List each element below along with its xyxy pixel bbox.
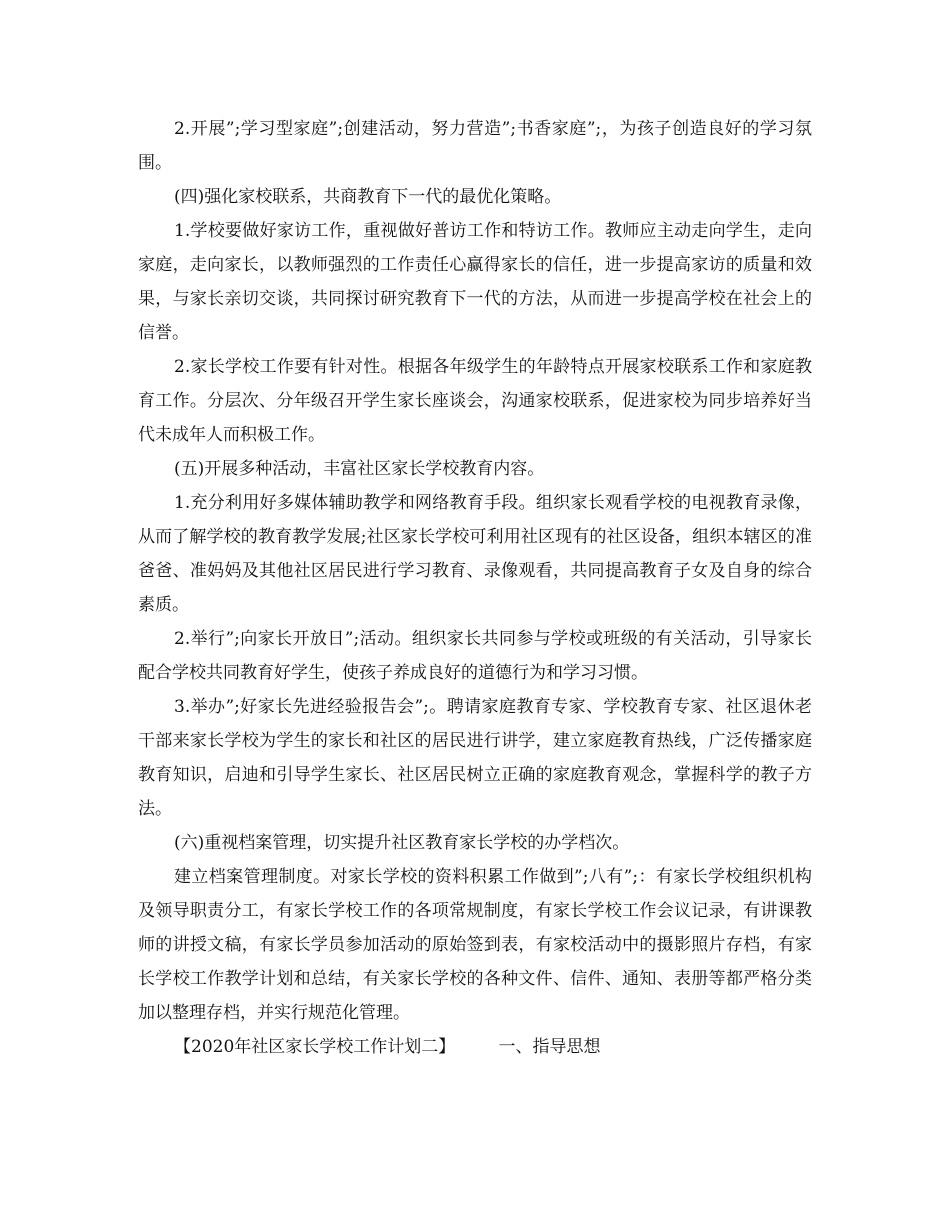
- paragraph-home-visit: 1.学校要做好家访工作，重视做好普访工作和特访工作。教师应主动走向学生，走向家庭，走向家长，以教师强烈的工作责任心赢得家长的信任，进一步提高家访的质量和效果，与家长亲切交谈，共同探讨研究教育下一代的方法，从而进一步提高学校在社会上的信誉。: [138, 221, 812, 343]
- heading-plan-two: 【2020年社区家长学校工作计划二】 一、指导思想: [174, 1037, 601, 1057]
- heading-section-6: (六)重视档案管理，切实提升社区教育家长学校的办学档次。: [174, 833, 630, 853]
- heading-section-5: (五)开展多种活动，丰富社区家长学校教育内容。: [174, 459, 545, 479]
- paragraph-archive-management: 建立档案管理制度。对家长学校的资料积累工作做到”;八有”;：有家长学校组织机构及领导职责分工，有家长学校工作的各项常规制度，有家长学校工作会议记录，有讲课教师的讲授文稿，有家长学员参加活动的原始签到表，有家校活动中的摄影照片存档，有家长学校工作教学计划和总结，有关家长学校的各种文件、信件、通知、表册等都严格分类加以整理存档，并实行规范化管理。: [138, 867, 812, 1023]
- heading-section-4: (四)强化家校联系，共商教育下一代的最优化策略。: [174, 187, 562, 207]
- paragraph-multimedia: 1.充分利用好多媒体辅助教学和网络教育手段。组织家长观看学校的电视教育录像，从而了解学校的教育教学发展;社区家长学校可利用社区现有的社区设备，组织本辖区的准爸爸、准妈妈及其他社区居民进行学习教育、录像观看，共同提高教育子女及自身的综合素质。: [138, 493, 812, 615]
- paragraph-experience-report: 3.举办”;好家长先进经验报告会”;。聘请家庭教育专家、学校教育专家、社区退休老干部来家长学校为学生的家长和社区的居民进行讲学，建立家庭教育热线，广泛传播家庭教育知识，启迪和引导学生家长、社区居民树立正确的家庭教育观念，掌握科学的教子方法。: [138, 697, 812, 819]
- paragraph-learning-family: 2.开展”;学习型家庭”;创建活动，努力营造”;书香家庭”;，为孩子创造良好的学习氛围。: [138, 119, 812, 173]
- paragraph-targeted-work: 2.家长学校工作要有针对性。根据各年级学生的年龄特点开展家校联系工作和家庭教育工作。分层次、分年级召开学生家长座谈会，沟通家校联系，促进家校为同步培养好当代未成年人而积极工作。: [138, 357, 812, 445]
- document-body: [138, 112, 812, 1064]
- paragraph-open-day: 2.举行”;向家长开放日”;活动。组织家长共同参与学校或班级的有关活动，引导家长配合学校共同教育好学生，使孩子养成良好的道德行为和学习习惯。: [138, 629, 812, 683]
